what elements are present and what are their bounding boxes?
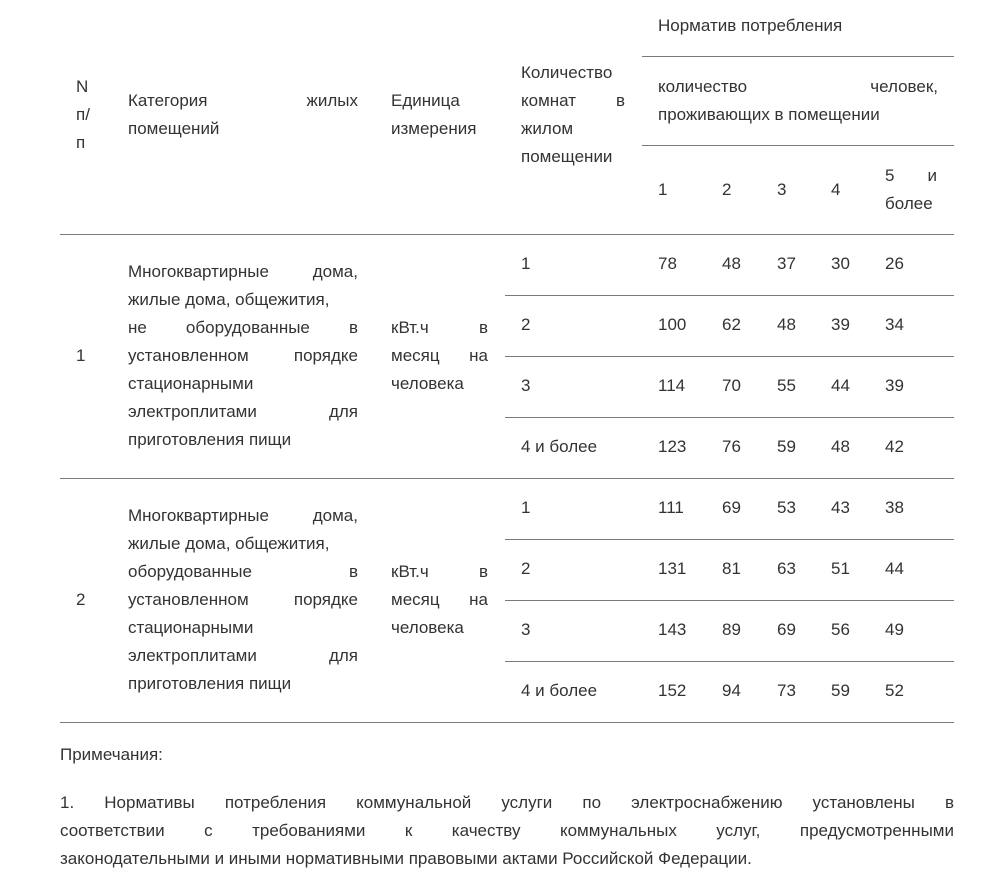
value-cell: 52	[885, 681, 904, 700]
value-cell: 59	[777, 437, 796, 456]
header-norm: Норматив потребления	[658, 16, 843, 35]
row-unit	[391, 314, 488, 398]
rule-row2-sub3	[505, 661, 954, 662]
value-cell: 48	[777, 315, 796, 334]
rooms-cell: 4 и более	[521, 681, 598, 700]
value-cell: 81	[722, 559, 741, 578]
row-category	[128, 502, 358, 698]
unit-word: на	[469, 590, 488, 609]
unit-word: человека	[391, 374, 464, 393]
category-word: порядке	[293, 346, 358, 365]
header-rooms-word: комнат	[521, 91, 577, 110]
value-cell: 94	[722, 681, 741, 700]
value-cell: 48	[722, 254, 741, 273]
row-category	[128, 258, 358, 454]
header-people-5plus	[885, 162, 937, 218]
header-people-word: проживающих в помещении	[658, 105, 880, 124]
category-word: дома,	[312, 262, 358, 281]
note-line	[60, 845, 954, 873]
category-word: оборудованные	[185, 318, 310, 337]
rule-row1-sub1	[505, 295, 954, 296]
value-cell: 89	[722, 620, 741, 639]
value-cell: 62	[722, 315, 741, 334]
value-cell: 123	[658, 437, 687, 456]
header-number-line: п/	[76, 105, 90, 124]
note-word: с	[204, 821, 213, 840]
header-people-1: 1	[658, 180, 668, 199]
header-rooms-word: Количество	[521, 63, 613, 82]
value-cell: 78	[658, 254, 677, 273]
category-word: дома,	[312, 506, 358, 525]
category-word: приготовления пищи	[128, 430, 292, 449]
rule-row1-bottom	[60, 478, 954, 479]
category-word: стационарными	[128, 618, 254, 637]
rooms-cell: 3	[521, 620, 531, 639]
rule-row2-sub1	[505, 539, 954, 540]
note-item-1	[60, 789, 954, 873]
header-people-5plus-word: и	[927, 166, 937, 185]
header-people-5plus-word: более	[885, 194, 933, 213]
unit-word: кВт.ч	[391, 318, 429, 337]
header-category-word: Категория	[128, 91, 208, 110]
header-people-4: 4	[831, 180, 841, 199]
value-cell: 114	[658, 376, 686, 395]
row-number: 2	[76, 590, 86, 609]
rule-under-people-header	[642, 145, 954, 146]
note-word: качеству	[451, 821, 521, 840]
value-cell: 59	[831, 681, 850, 700]
value-cell: 100	[658, 315, 687, 334]
note-word: потребления	[224, 793, 327, 812]
header-people-2: 2	[722, 180, 732, 199]
header-category-word: жилых	[306, 91, 358, 110]
row-unit	[391, 558, 488, 642]
category-word: оборудованные	[128, 562, 252, 581]
note-word: коммунальных	[559, 821, 677, 840]
note-word: в	[944, 793, 954, 812]
value-cell: 55	[777, 376, 796, 395]
rooms-cell: 3	[521, 376, 531, 395]
note-word: электроснабжению	[631, 793, 783, 812]
value-cell: 39	[831, 315, 850, 334]
category-word: электроплитами	[128, 402, 257, 421]
value-cell: 43	[831, 498, 850, 517]
value-cell: 143	[658, 620, 687, 639]
note-word: Нормативы	[104, 793, 195, 812]
unit-word: месяц	[391, 590, 440, 609]
note-word: предусмотренными	[799, 821, 954, 840]
value-cell: 44	[885, 559, 904, 578]
value-cell: 152	[658, 681, 687, 700]
value-cell: 39	[885, 376, 904, 395]
category-word: приготовления пищи	[128, 674, 292, 693]
value-cell: 42	[885, 437, 904, 456]
unit-word: в	[478, 562, 488, 581]
category-word: установленном	[128, 590, 249, 609]
value-cell: 38	[885, 498, 904, 517]
header-category	[128, 87, 358, 143]
header-category-word: помещений	[128, 119, 220, 138]
note-word: к	[404, 821, 413, 840]
header-number-line: N	[76, 77, 89, 96]
rule-row1-sub2	[505, 356, 954, 357]
rooms-cell: 1	[521, 254, 531, 273]
note-word: требованиями	[252, 821, 366, 840]
category-word: не	[128, 318, 147, 337]
header-number-line: п	[76, 133, 86, 152]
note-word: установлены	[812, 793, 915, 812]
category-word: установленном	[128, 346, 249, 365]
value-cell: 51	[831, 559, 850, 578]
header-people-word: человек,	[870, 77, 938, 96]
header-rooms-word: в	[615, 91, 625, 110]
value-cell: 48	[831, 437, 850, 456]
note-word: по	[582, 793, 602, 812]
note-word: 1.	[60, 793, 75, 812]
category-word: в	[348, 562, 358, 581]
category-word: Многоквартирные	[128, 506, 269, 525]
note-line	[60, 817, 954, 845]
header-rooms	[521, 59, 625, 171]
note-word: услуг,	[716, 821, 761, 840]
value-cell: 26	[885, 254, 904, 273]
header-unit-line: Единица	[391, 91, 460, 110]
unit-word: кВт.ч	[391, 562, 429, 581]
value-cell: 49	[885, 620, 904, 639]
rooms-cell: 2	[521, 559, 531, 578]
category-word: жилые дома, общежития,	[128, 534, 330, 553]
category-word: в	[348, 318, 358, 337]
header-unit	[391, 87, 476, 143]
category-word: для	[328, 646, 358, 665]
category-word: для	[328, 402, 358, 421]
header-people-word: количество	[658, 77, 748, 96]
value-cell: 37	[777, 254, 796, 273]
rooms-cell: 1	[521, 498, 531, 517]
value-cell: 69	[777, 620, 796, 639]
value-cell: 53	[777, 498, 796, 517]
header-rooms-word: помещении	[521, 147, 613, 166]
header-people-3: 3	[777, 180, 787, 199]
value-cell: 30	[831, 254, 850, 273]
value-cell: 56	[831, 620, 850, 639]
value-cell: 44	[831, 376, 850, 395]
note-line	[60, 789, 954, 817]
rooms-cell: 4 и более	[521, 437, 598, 456]
header-number	[76, 73, 90, 157]
unit-word: в	[478, 318, 488, 337]
header-rooms-word: жилом	[521, 119, 574, 138]
value-cell: 63	[777, 559, 796, 578]
category-word: электроплитами	[128, 646, 257, 665]
header-people	[658, 73, 938, 129]
unit-word: месяц	[391, 346, 440, 365]
row-number: 1	[76, 346, 86, 365]
value-cell: 111	[658, 498, 684, 517]
unit-word: человека	[391, 618, 464, 637]
notes-title: Примечания:	[60, 745, 163, 764]
value-cell: 69	[722, 498, 741, 517]
value-cell: 131	[658, 559, 687, 578]
rule-header-bottom	[60, 234, 954, 235]
note-word: коммунальной	[356, 793, 472, 812]
rooms-cell: 2	[521, 315, 531, 334]
value-cell: 70	[722, 376, 741, 395]
category-word: стационарными	[128, 374, 254, 393]
category-word: порядке	[293, 590, 358, 609]
rule-row2-sub2	[505, 600, 954, 601]
rule-table-bottom	[60, 722, 954, 723]
note-word: соответствии	[60, 821, 165, 840]
category-word: жилые дома, общежития,	[128, 290, 330, 309]
unit-word: на	[469, 346, 488, 365]
value-cell: 34	[885, 315, 904, 334]
rule-under-norm-header	[642, 56, 954, 57]
value-cell: 73	[777, 681, 796, 700]
note-word: законодательными и иными нормативными правовыми актами Российской Федерации.	[60, 849, 752, 868]
value-cell: 76	[722, 437, 741, 456]
note-word: услуги	[501, 793, 553, 812]
header-unit-line: измерения	[391, 119, 477, 138]
header-people-5plus-word: 5	[885, 166, 895, 185]
category-word: Многоквартирные	[128, 262, 269, 281]
rule-row1-sub3	[505, 417, 954, 418]
